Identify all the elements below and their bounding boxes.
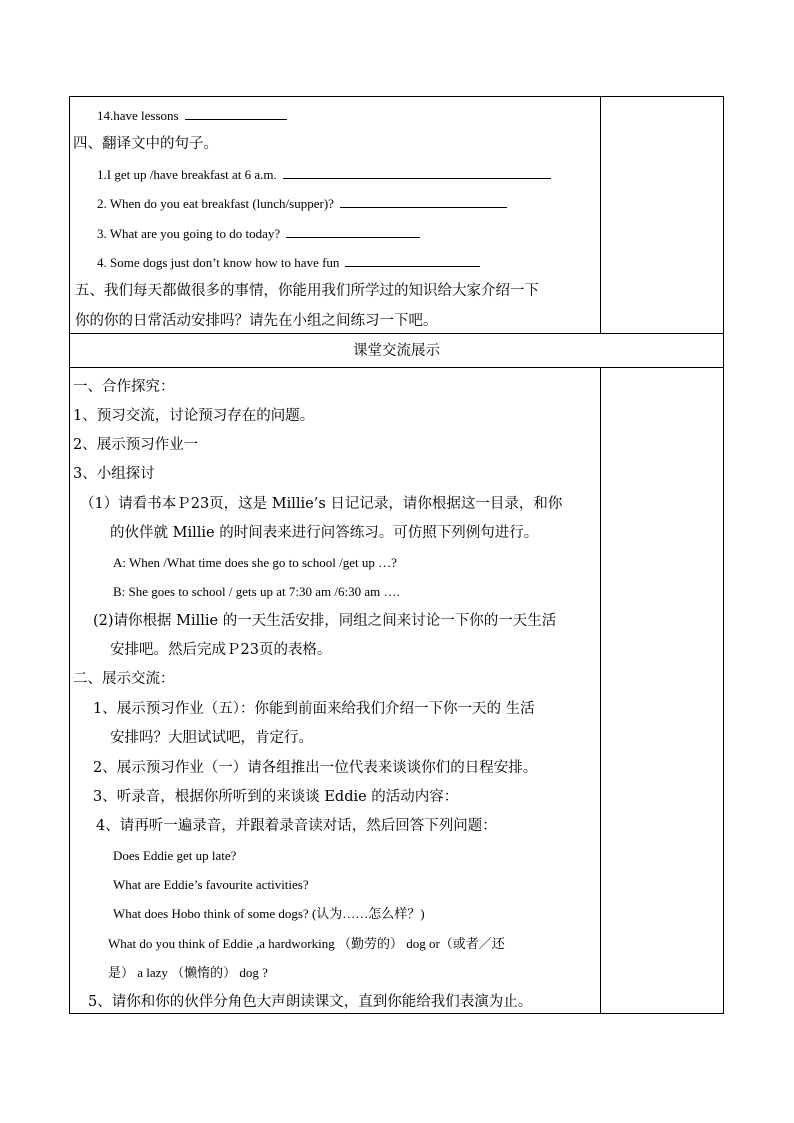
translate-item-1-text: 1.I get up /have breakfast at 6 a.m. — [97, 167, 277, 182]
answer-blank[interactable] — [345, 252, 480, 267]
answer-blank[interactable] — [283, 164, 551, 179]
heading-daily-activities-line2: 你的你的日常活动安排吗？请先在小组之间练习一下吧。 — [75, 313, 438, 329]
show-item-3: 3、听录音，根据你所听到的来谈谈 Eddie 的活动内容： — [93, 789, 459, 805]
translate-item-3-text: 3. What are you going to do today? — [97, 226, 281, 241]
translate-item-2 — [97, 193, 507, 214]
question-4-line1: What do you think of Eddie ,a hardworking （勤劳的） dog or（或者／还 — [108, 936, 505, 951]
show-item-5: 5、请你和你的伙伴分角色大声朗读课文，直到你能给我们表演为止。 — [88, 994, 533, 1010]
show-item-4: 4、请再听一遍录音，并跟着录音读对话，然后回答下列问题： — [96, 818, 497, 834]
question-3: What does Hobo think of some dogs? (认为……怎么样？) — [113, 906, 425, 921]
question-2: What are Eddie’s favourite activities? — [113, 877, 309, 892]
question-1: Does Eddie get up late? — [113, 848, 237, 863]
answer-blank[interactable] — [185, 105, 287, 120]
coop-paragraph-2-line2: 安排吧。然后完成Ｐ23页的表格。 — [110, 642, 332, 658]
coop-paragraph-1-line2: 的伙伴就 Millie 的时间表来进行问答练习。可仿照下列例句进行。 — [110, 525, 539, 541]
heading-translate: 四、翻译文中的句子。 — [73, 136, 218, 152]
row-divider-top — [69, 333, 724, 334]
right-column-divider-bottom — [600, 367, 601, 1014]
coop-paragraph-1-line1: （1）请看书本Ｐ23页，这是 Millie’s 日记记录，请你根据这一目录，和你 — [80, 496, 563, 512]
answer-blank[interactable] — [340, 193, 507, 208]
heading-daily-activities-line1: 五、我们每天都做很多的事情，你能用我们所学过的知识给大家介绍一下 — [75, 283, 539, 299]
translate-item-4-text: 4. Some dogs just don’t know how to have fun — [97, 255, 340, 270]
show-item-2: 2、展示预习作业（一）请各组推出一位代表来谈谈你们的日程安排。 — [93, 760, 538, 776]
translate-item-4 — [97, 252, 480, 273]
heading-cooperation: 一、合作探究： — [73, 379, 175, 395]
item-14-label: 14.have lessons — [97, 108, 179, 123]
translate-item-3 — [97, 223, 420, 244]
translate-item-2-text: 2. When do you eat breakfast (lunch/supper)? — [97, 196, 334, 211]
show-item-1-line1: 1、展示预习作业（五）：你能到前面来给我们介绍一下你一天的 生活 — [93, 701, 535, 717]
section-title: 课堂交流展示 — [353, 343, 440, 359]
heading-show-exchange: 二、展示交流： — [73, 671, 175, 687]
translate-item-1 — [97, 164, 551, 185]
show-item-1-line2: 安排吗？大胆试试吧，肯定行。 — [110, 730, 313, 746]
example-sentence-b: B: She goes to school / gets up at 7:30 am /6:30 am …. — [113, 584, 400, 599]
coop-item-2: 2、展示预习作业一 — [73, 437, 199, 453]
example-sentence-a: A: When /What time does she go to school /get up …? — [113, 555, 397, 570]
answer-blank[interactable] — [286, 223, 420, 238]
coop-item-3: 3、小组探讨 — [73, 466, 155, 482]
item-14 — [97, 105, 287, 126]
coop-item-1: 1、预习交流，讨论预习存在的问题。 — [73, 408, 315, 424]
right-column-divider-top — [600, 96, 601, 334]
row-divider-title — [69, 367, 724, 368]
question-4-line2: 是） a lazy （懒惰的） dog ? — [108, 965, 268, 980]
coop-paragraph-2-line1: (2)请你根据 Millie 的一天生活安排，同组之间来讨论一下你的一天生活 — [93, 613, 557, 629]
